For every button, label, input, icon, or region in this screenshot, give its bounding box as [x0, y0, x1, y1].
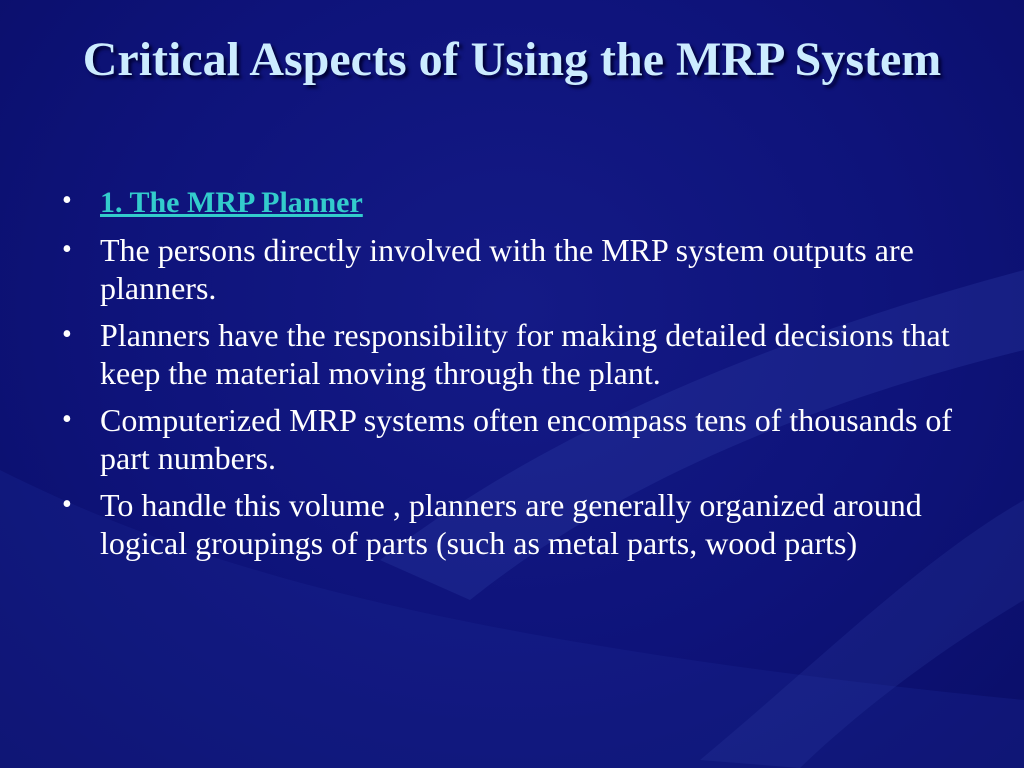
bullet-item-part-groupings [60, 486, 960, 562]
bullet-icon: • [62, 489, 72, 520]
bullet-list [60, 182, 960, 571]
mrp-planner-link[interactable]: 1. The MRP Planner [100, 186, 363, 219]
slide-title: Critical Aspects of Using the MRP System [82, 33, 942, 86]
bullet-icon: • [62, 185, 72, 216]
bullet-item-mrp-planner [60, 182, 960, 222]
bullet-text: The persons directly involved with the MRP system outputs are planners. [100, 232, 914, 306]
bullet-item-planner-responsibility [60, 316, 960, 392]
bullet-icon: • [62, 234, 72, 265]
bullet-icon: • [62, 404, 72, 435]
bullet-text: Planners have the responsibility for making detailed decisions that keep the material moving through the plant. [100, 317, 950, 391]
bullet-text: To handle this volume , planners are generally organized around logical groupings of parts (such as metal parts, wood parts) [100, 487, 922, 561]
bullet-icon: • [62, 319, 72, 350]
bullet-item-part-numbers [60, 401, 960, 477]
bullet-item-planners-definition [60, 231, 960, 307]
bullet-text: Computerized MRP systems often encompass tens of thousands of part numbers. [100, 402, 953, 476]
